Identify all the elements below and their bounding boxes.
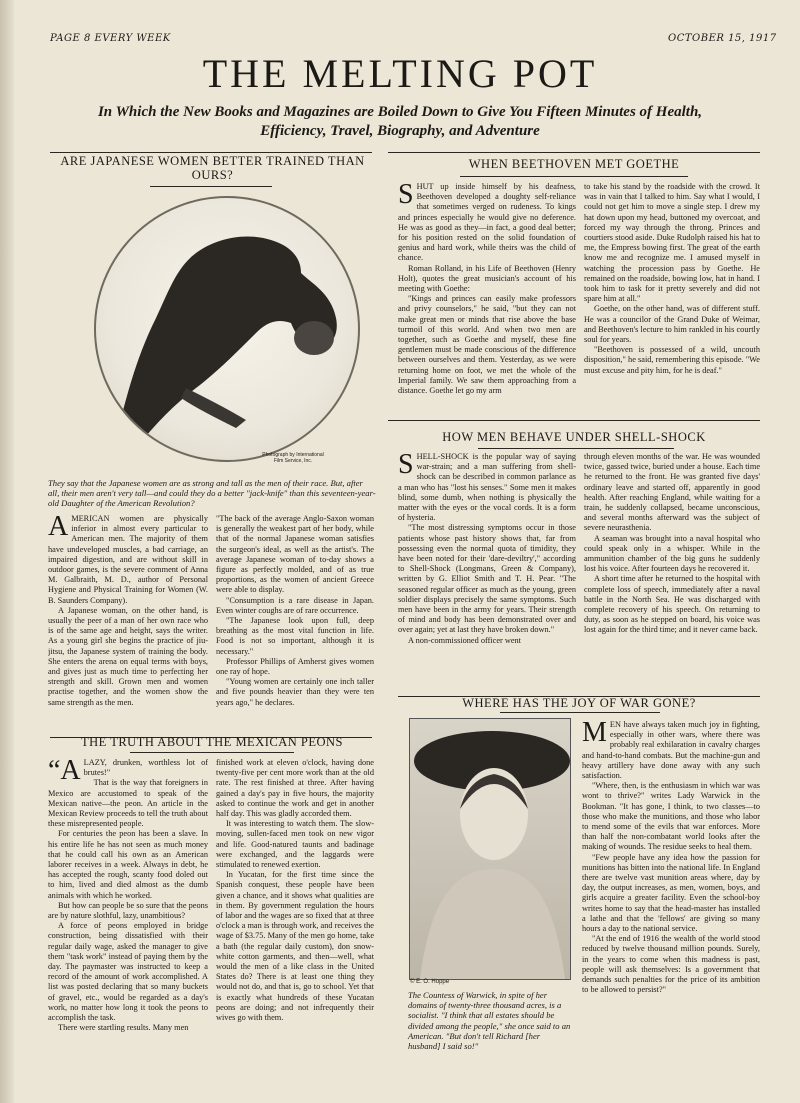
paragraph: A Japanese woman, on the other hand, is usually the peer of a man of her own race who is of the same age and height, says the writer. As a young girl she begins the practice of jiu-jitsu, the Japanese system of training the body. She enters the arena on equal terms with boys, and gives just as much time to perfecting her strength and skill. Grown men and women practise together, and the women show the same strength as the men.	[48, 605, 208, 707]
article-shellshock-col2	[584, 452, 760, 684]
headline-japanese: ARE JAPANESE WOMEN BETTER TRAINED THAN OURS?	[60, 154, 365, 182]
paragraph: "The most distressing symptoms occur in those patients whose past history shows that, far from possessing even the normal quota of timidity, they have been noted for their 'dare-deviltry'," according to Shell-Shock (Longmans, Green & Company), written by G. Elliot Smith and T. H. Pear. "The seasoned regular officer as much as the young, green soldier displays precisely the same symptoms. Such men have been in the army for years. Their strength of mind and body has been demonstrated over and over again; yet at last they have broken down."	[398, 523, 576, 635]
rule	[388, 420, 760, 421]
caption-japanese: They say that the Japanese women are as strong and tall as the men of their race. But, after all, their men aren't very tall—and could they do a better "jack-knife" than this seventeen-year-old Daughter of the American Revolution?	[48, 478, 376, 509]
rule	[130, 752, 294, 753]
paragraph: "Where, then, is the enthusiasm in which war was wont to thrive?" writes Lady Warwick in the Bookman. "It has gone, I think, to two classes—to those who make the munitions, and those who labor to mend some of the evils that war enforces. More than half the non-combatant world looks after the making of wounds. The residue seeks to heal them.	[582, 781, 760, 852]
paragraph: A force of peons employed in bridge construction, being dissatisfied with their regular daily wage, asked the manager to give them "task work" instead of paying them by the day. The paymaster was instructed to keep a record of the amount of work accomplished. A list was posted declaring that so many buckets of gravel, etc., would be regarded as a day's work, no matter how long it took the peons to accomplish the task.	[48, 921, 208, 1023]
caption-joy: The Countess of Warwick, in spite of her domains of twenty-three thousand acres, is a socialist. "I think that all estates should be divided among the people," she once said to an American. "But don't tell Richard [her husband] I said so!"	[408, 990, 571, 1052]
paragraph: "Few people have any idea how the passion for munitions has bitten into the national life. In England there are twelve vast munition areas where, day by day, the output increases, as men, women, boys, and girls acquire a greater facility. Even the school-boy writes home to say that the head-master has installed a lathe and that the 'fellows' are giving so many hours a day to the national service.	[582, 852, 760, 934]
paragraph: LAZY, drunken, worthless lot of brutes!"	[83, 758, 208, 778]
headline-joy: WHERE HAS THE JOY OF WAR GONE?	[462, 696, 696, 710]
drop-cap: S	[398, 452, 414, 480]
article-shellshock-col1	[398, 452, 576, 684]
paragraph: A short time after he returned to the hospital with complete loss of speech, immediately after a naval battle in the North Sea. He was discharged with complete recovery of his speech. On returning to duty, as soon as he stepped on board, his voice was lost again for the third time; and it never came back.	[584, 574, 760, 635]
drop-cap: A	[48, 514, 69, 542]
paragraph: EN have always taken much joy in fighting, especially in other wars, where there was probably real exhilaration in cavalry charges and hand-to-hand combats. But the machine-gun and heavy artillery have done away with any such satisfaction.	[582, 720, 760, 781]
paragraph: MERICAN women are physically inferior in almost every particular to American men. The majority of them have undeveloped muscles, a bad carriage, an impaired digestion, and are without skill in outdoor games, is the severe comment of Anna M. Galbraith, M. D., author of Personal Hygiene and Physical Training for Women (W. B. Saunders Company).	[48, 514, 208, 605]
page-subtitle: In Which the New Books and Magazines are Boiled Down to Give You Fifteen Minutes of Health, Efficiency, Travel, Biography, and Adventure	[97, 104, 703, 139]
masthead-left: PAGE 8 EVERY WEEK	[50, 33, 171, 44]
article-japanese-col2	[216, 514, 374, 736]
paragraph: Roman Rolland, in his Life of Beethoven (Henry Holt), quotes the great musician's account of his meeting with Goethe:	[398, 263, 576, 294]
portrait-icon	[410, 719, 570, 979]
rule	[50, 152, 372, 153]
diver-photo	[94, 196, 360, 462]
rule	[388, 152, 760, 153]
drop-cap: S	[398, 182, 414, 210]
paragraph: A non-commissioned officer went	[408, 635, 521, 645]
rule	[150, 186, 272, 187]
paragraph: Goethe, on the other hand, was of different stuff. He was a councilor of the Grand Duke of Weimar, and Beethoven's lecture to him rankled in his courtly soul for years.	[584, 304, 760, 345]
drop-cap: M	[582, 720, 607, 748]
paragraph: "Consumption is a rare disease in Japan. Even winter coughs are of rare occurrence.	[216, 595, 374, 615]
paragraph: to take his stand by the roadside with the crowd. It was in vain that I talked to him. Say what I would, I could not get him to move a single step. I drew my hat down upon my head, buttoned my overcoat, and forced my way through the throng. Princes and courtiers stood aside. Duke Rudolph raised his hat to me, the Empress bowing first. The great of the earth know me and recognize me. I amused myself in watching the procession pass by Goethe. He remained on the roadside, bowing low, hat in hand. I took him to task for it pretty severely and did not spare him at all."	[584, 182, 760, 304]
rule	[460, 176, 688, 177]
paragraph: That is the way that foreigners in Mexico are accustomed to speak of the Mexican native—the peon. An article in the Mexican Review proceeds to tell the truth about these misrepresented people.	[48, 778, 208, 829]
masthead	[50, 33, 777, 44]
article-beethoven-col1	[398, 182, 576, 408]
headline-beethoven: WHEN BEETHOVEN MET GOETHE	[468, 157, 680, 171]
paragraph: But how can people be so sure that the peons are by nature slothful, lazy, unambitious?	[48, 900, 208, 921]
page-edge-shadow	[0, 0, 14, 1103]
article-peons-col1	[48, 758, 208, 1048]
paragraph: "At the end of 1916 the wealth of the world stood reduced by twelve thousand million pounds. Surely, in the years to come when this madness is past, people will ask themselves: Is a government that demands such penalties for the price of its ambition to be allowed to persist?"	[582, 934, 760, 995]
paragraph: It was interesting to watch them. The slow-moving, sullen-faced men took on new vigor and life. Good-natured taunts and badinage were exchanged, and the laggards were stimulated to renewed exertion.	[216, 819, 374, 870]
paragraph: "Kings and princes can easily make professors and privy counselors," he said, "but they can not make great men or minds that rise above the base turmoil of this world. And when two men are together, such as Goethe and myself, these fine gentlemen must be made conscious of the difference between ourselves and them. Yesterday, as we were returning home on foot, we met the whole of the Imperial family. We saw them approaching from a distance. Goethe let go my arm	[398, 294, 576, 396]
article-peons-col2	[216, 758, 374, 1048]
diver-silhouette-icon	[96, 198, 358, 460]
paragraph: For centuries the peon has been a slave. In his entire life he has not seen as much money that he could call his own as an American laborer receives in a week. Always in debt, he has accepted the rough, scanty food doled out to him, lived and died almost as the dumb animals with which he worked.	[48, 829, 208, 900]
paragraph: "The Japanese look upon full, deep breathing as the most vital function in life. Food is not so important, although it is necessary."	[216, 616, 374, 656]
paragraph: HUT up inside himself by his deafness, Beethoven developed a doughty self-reliance that sometimes verged on rudeness. To kings and princes especially he would give no deference. He was as good as they—in fact, a good deal better; for his position rested on the solid foundation of genius and hard work, while theirs was the child of chance.	[398, 182, 576, 263]
paragraph: through eleven months of the war. He was wounded twice, gassed twice, buried under a house. Each time he returned to the front. He was granted five days' ordinary leave and started off, apparently in good health. After reaching England, while waiting for a train, he suddenly collapsed, became unconscious, and several months afterward was the subject of severe neurasthenia.	[584, 452, 760, 533]
article-beethoven-col2	[584, 182, 760, 408]
paragraph: A seaman was brought into a naval hospital who could speak only in a whisper. While in the ammunition chamber of the big guns he suddenly lost his voice. After fourteen days he recovered it.	[584, 533, 760, 574]
photo-credit-japanese: Photograph by International Film Service, Inc.	[262, 452, 324, 464]
article-japanese-col1	[48, 514, 208, 736]
paragraph: "The back of the average Anglo-Saxon woman is generally the weakest part of her body, while that of the normal Japanese woman satisfies the surgeon's ideal, as well as the artist's. The average Japanese woman of to-day shows a figure as perfectly molded, and of as true proportions, as the women of ancient Greece were able to display.	[216, 514, 374, 595]
paragraph: HELL-SHOCK is the popular way of saying war-strain; and a man suffering from shell-shock can be described in common parlance as a man who has "lost his senses." Some men it makes blind, some dumb, when nothing is physically the matter with the eyes or the vocal cords. It is a form of hysteria.	[398, 452, 576, 523]
masthead-date: OCTOBER 15, 1917	[668, 33, 777, 44]
paragraph: There were startling results. Many men	[58, 1023, 189, 1033]
paragraph: "Beethoven is possessed of a wild, uncouth disposition," he said, remembering this episode. "We must excuse and pity him, for he is deaf."	[584, 345, 760, 375]
headline-peons: THE TRUTH ABOUT THE MEXICAN PEONS	[81, 735, 343, 749]
article-joy-col	[582, 720, 760, 1044]
paragraph: In Yucatan, for the first time since the Spanish conquest, these people have been given a chance, and it shows what qualities are in them. By government regulation the hours of labor and the wages are so fixed that at three o'clock a man is through work, and receives the wage of $3.75. Many of the men go home, take a bath (the regular daily custom), don snow-white cotton garments, and then—well, what would the men of a like class in the United States do? There is at least one thing they would not do, and that is, go to school. Yet that is exactly what hundreds of these Yucatan peons are doing; and not infrequently their wives go with them.	[216, 870, 374, 1023]
paragraph: Professor Phillips of Amherst gives women one ray of hope.	[216, 656, 374, 677]
drop-cap: “A	[48, 758, 81, 786]
rule	[478, 448, 674, 449]
countess-photo	[409, 718, 571, 980]
headline-shellshock: HOW MEN BEHAVE UNDER SHELL-SHOCK	[442, 430, 706, 444]
photo-credit-joy: © E. O. Hoppe	[410, 979, 450, 985]
page-title: THE MELTING POT	[202, 51, 598, 96]
paragraph: finished work at eleven o'clock, having done twenty-five per cent more work than at the old rate. The rest finished at three. After having gained a day's pay in five hours, the majority asked to continue the work and get in another half day. This was gladly accorded them.	[216, 758, 374, 819]
paragraph: "Young women are certainly one inch taller and five pounds heavier than they were ten years ago," he declares.	[216, 677, 374, 707]
rule	[500, 712, 660, 713]
